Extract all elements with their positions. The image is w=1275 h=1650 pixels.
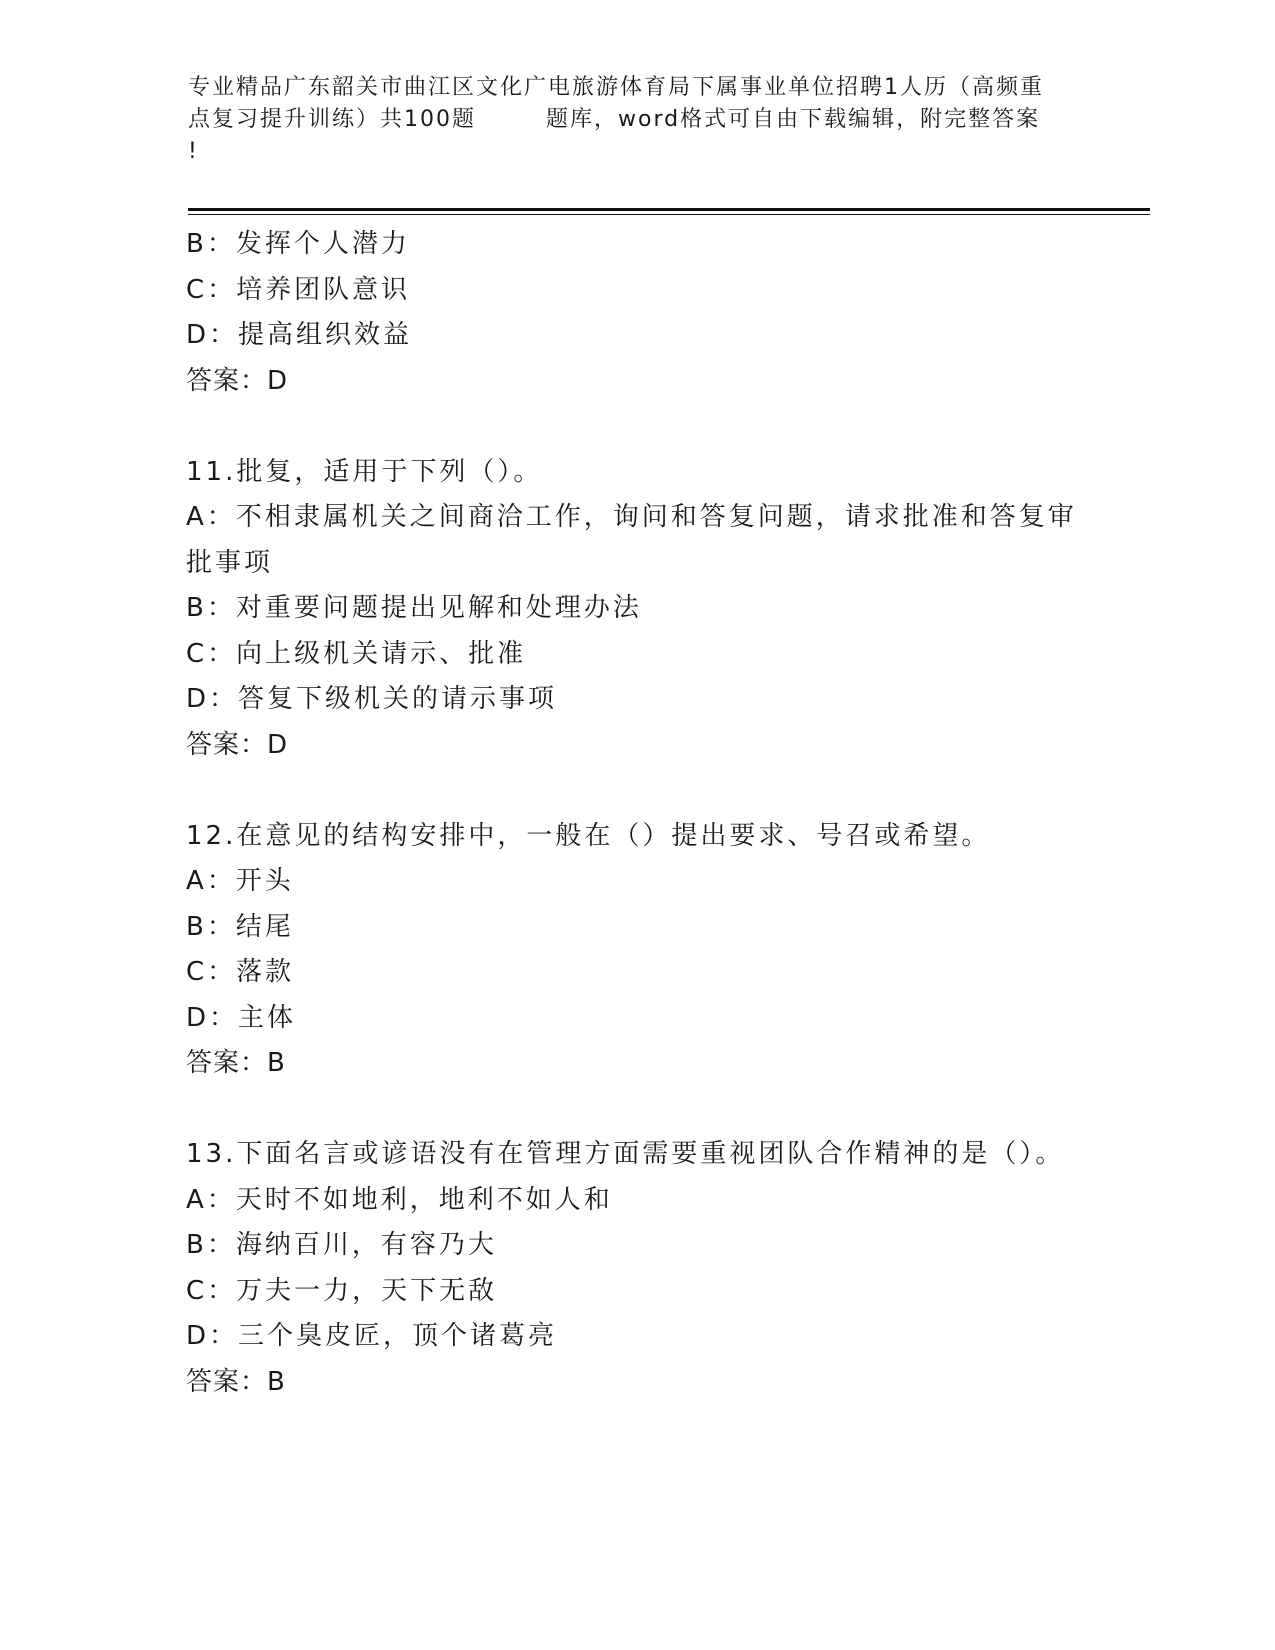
question-11 bbox=[186, 450, 1086, 769]
document-header bbox=[188, 72, 1088, 168]
answer-line: 答案：B bbox=[186, 1048, 286, 1078]
header-line-2-part-2: 题库，word格式可自由下载编辑，附完整答案 bbox=[546, 107, 1041, 132]
option-c: C：落款 bbox=[186, 957, 295, 987]
spacer bbox=[186, 768, 1086, 814]
option-c: C：向上级机关请示、批准 bbox=[186, 638, 527, 669]
answer-line: 答案：D bbox=[186, 365, 289, 396]
option-a: A：开头 bbox=[186, 866, 294, 896]
answer-line: 答案：B bbox=[186, 1366, 286, 1397]
header-rule-thin bbox=[188, 214, 1150, 215]
question-stem: 12.在意见的结构安排中，一般在（）提出要求、号召或希望。 bbox=[186, 820, 991, 851]
option-d: D：三个臭皮匠，顶个诸葛亮 bbox=[186, 1321, 558, 1351]
option-d: D：提高组织效益 bbox=[186, 320, 413, 350]
question-stem: 13.下面名言或谚语没有在管理方面需要重视团队合作精神的是（）。 bbox=[186, 1139, 1065, 1169]
option-c: C：万夫一力，天下无敌 bbox=[186, 1275, 498, 1306]
header-line-1: 专业精品广东韶关市曲江区文化广电旅游体育局下属事业单位招聘1人历（高频重 bbox=[188, 75, 1044, 100]
spacer bbox=[186, 1087, 1086, 1133]
header-rule-thick bbox=[188, 208, 1150, 211]
option-b: B：结尾 bbox=[186, 911, 294, 942]
option-a-line-1: A：不相隶属机关之间商洽工作，询问和答复问题，请求批准和答复审 bbox=[186, 502, 1077, 532]
header-line-2-part-1: 点复习提升训练）共100题 bbox=[188, 107, 476, 132]
header-line-3: ! bbox=[188, 139, 199, 164]
option-d: D：主体 bbox=[186, 1002, 297, 1033]
header-line-2 bbox=[188, 104, 1088, 136]
question-12 bbox=[186, 814, 1086, 1087]
option-b: B：对重要问题提出见解和处理办法 bbox=[186, 593, 642, 623]
answer-line: 答案：D bbox=[186, 729, 289, 760]
option-a-line-2: 批事项 bbox=[186, 547, 274, 578]
option-d: D：答复下级机关的请示事项 bbox=[186, 684, 558, 714]
previous-question-continuation bbox=[186, 222, 1086, 404]
question-content bbox=[186, 222, 1086, 1405]
option-b: B：发挥个人潜力 bbox=[186, 229, 410, 259]
question-13 bbox=[186, 1132, 1086, 1405]
question-stem: 11.批复，适用于下列（）。 bbox=[186, 456, 543, 487]
spacer bbox=[186, 404, 1086, 450]
option-c: C：培养团队意识 bbox=[186, 274, 411, 305]
option-b: B：海纳百川，有容乃大 bbox=[186, 1230, 497, 1260]
option-a: A：天时不如地利，地利不如人和 bbox=[186, 1184, 613, 1215]
